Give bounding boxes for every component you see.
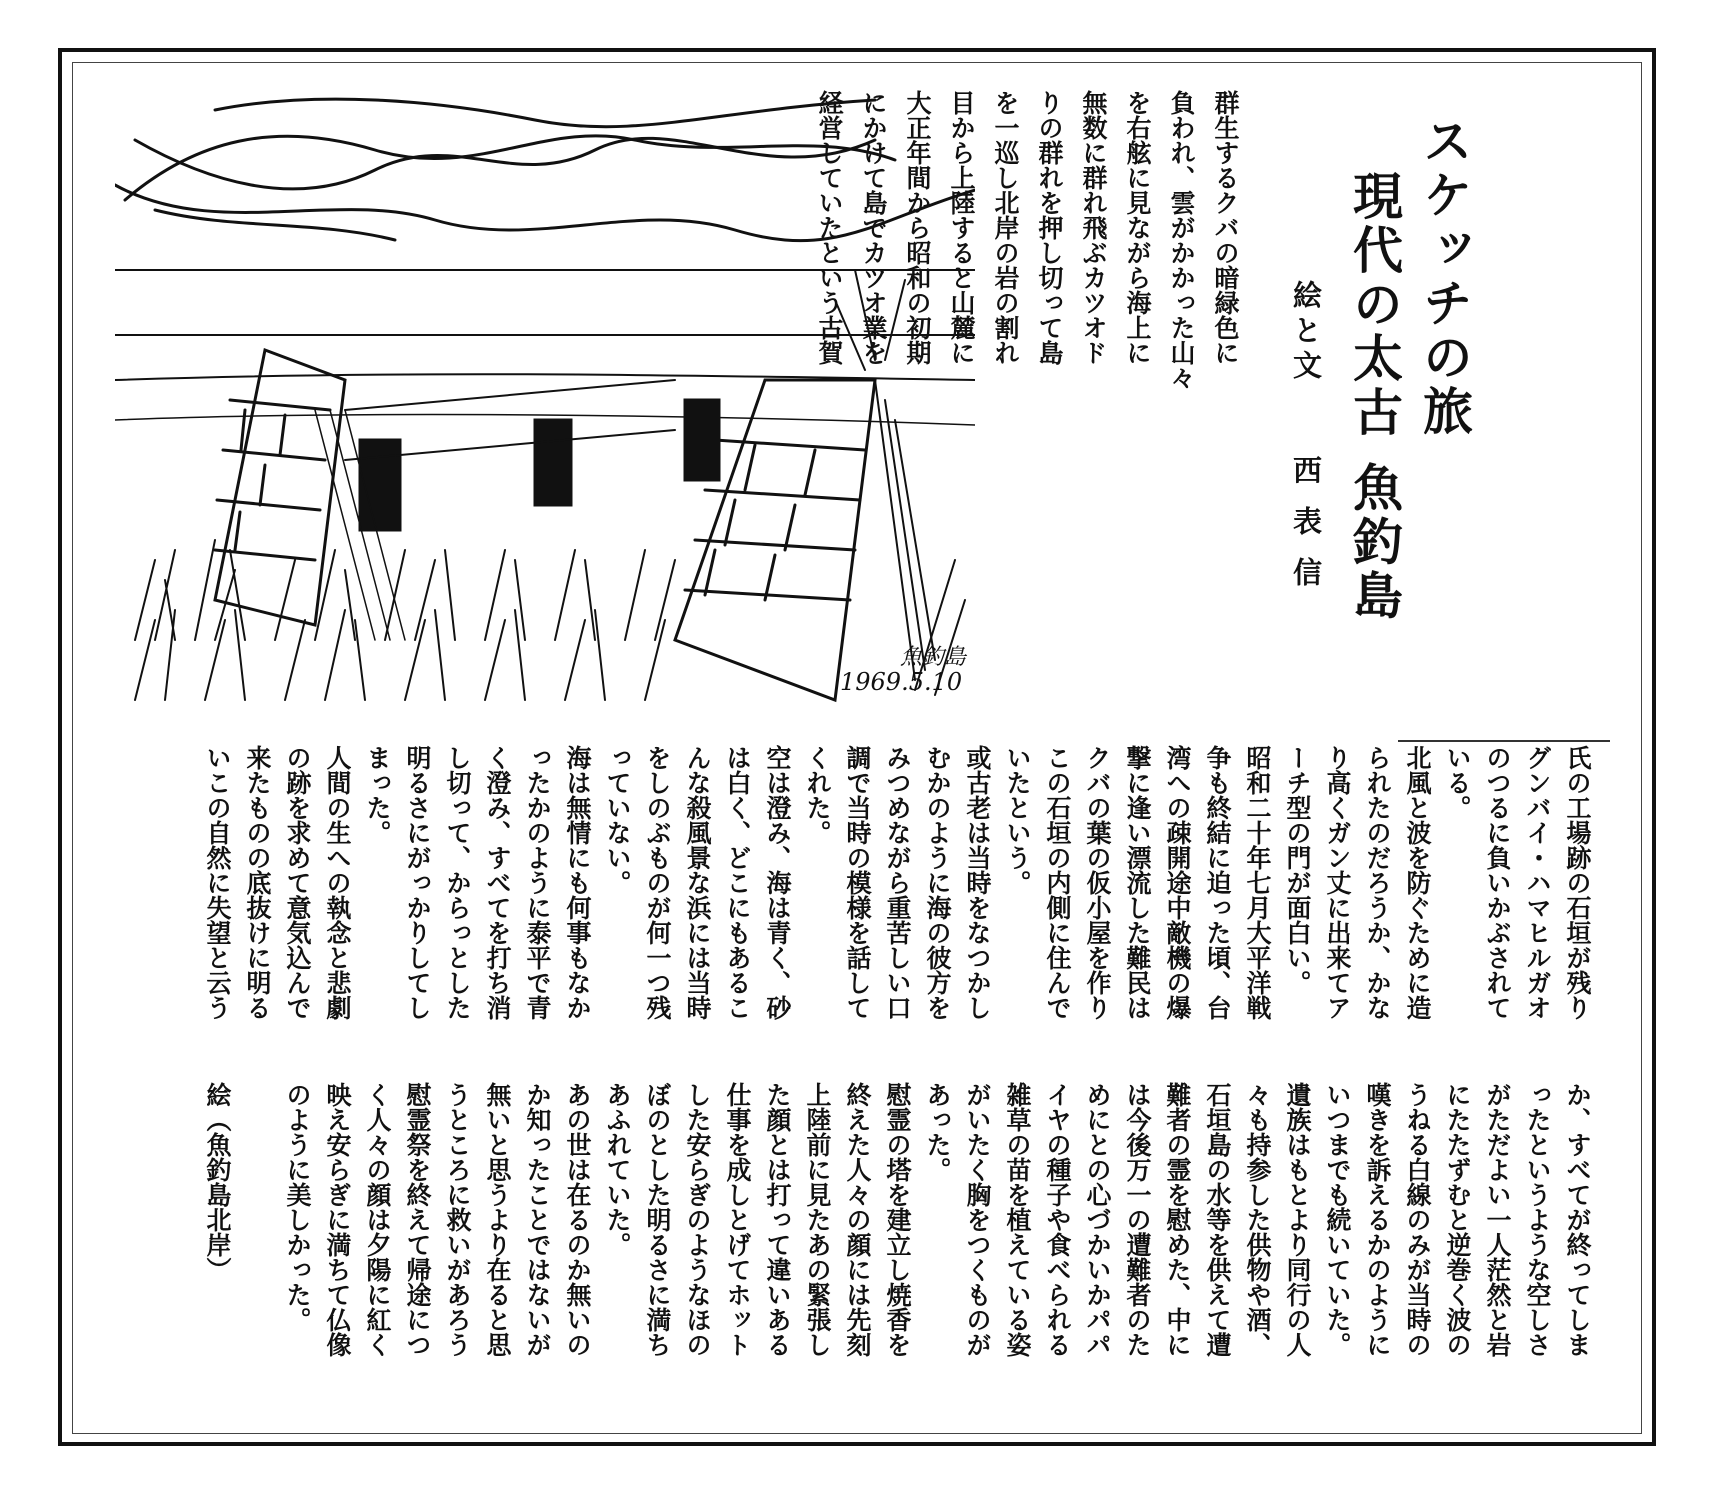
sketch-signature-name: 魚釣島 bbox=[900, 645, 967, 670]
text-column: 絵（魚釣島北岸） bbox=[203, 1082, 232, 1282]
text-column: うところに救いがあろう bbox=[443, 1082, 472, 1357]
text-column: た顔とは打って違いある bbox=[763, 1082, 792, 1357]
text-column: く人々の顔は夕陽に紅く bbox=[363, 1082, 392, 1357]
text-column: く澄み、すべてを打ち消 bbox=[483, 745, 512, 1020]
text-column: 々も持参した供物や酒、 bbox=[1243, 1082, 1272, 1357]
text-column: 明るさにがっかりしてし bbox=[403, 745, 432, 1020]
text-column: 湾への疎開途中敵機の爆 bbox=[1163, 745, 1192, 1020]
text-column: は白く、どこにもあるこ bbox=[723, 745, 752, 1020]
text-column: した安らぎのようなほの bbox=[683, 1082, 712, 1357]
text-column: をしのぶものが何一つ残 bbox=[643, 745, 672, 1020]
text-column: ぼのとした明るさに満ち bbox=[643, 1082, 672, 1357]
text-column: めにとの心づかいかパパ bbox=[1083, 1082, 1112, 1357]
text-column: あふれていた。 bbox=[603, 1082, 632, 1257]
text-column: 難者の霊を慰めた、中に bbox=[1163, 1082, 1192, 1357]
text-column: 北風と波を防ぐために造 bbox=[1403, 745, 1432, 1020]
text-column: りの群れを押し切って島 bbox=[1035, 90, 1064, 365]
text-column: ーチ型の門が面白い。 bbox=[1283, 745, 1312, 995]
text-column: うねる白線のみが当時の bbox=[1403, 1082, 1432, 1357]
text-column: がただよい一人茫然と岩 bbox=[1483, 1082, 1512, 1357]
text-column: 海は無情にも何事もなか bbox=[563, 745, 592, 1020]
text-column: ったというような空しさ bbox=[1523, 1082, 1552, 1357]
text-column: か知ったことではないが bbox=[523, 1082, 552, 1357]
series-title: スケッチの旅 bbox=[1415, 115, 1473, 439]
text-column: 雑草の苗を植えている姿 bbox=[1003, 1082, 1032, 1357]
text-column: 目から上陸すると山麓に bbox=[947, 90, 976, 365]
text-column: みつめながら重苦しい口 bbox=[883, 745, 912, 1020]
text-column: クバの葉の仮小屋を作り bbox=[1083, 745, 1112, 1020]
text-column: 経営していたという古賀 bbox=[815, 90, 844, 365]
text-column: 撃に逢い漂流した難民は bbox=[1123, 745, 1152, 1020]
text-column: 争も終結に迫った頃、台 bbox=[1203, 745, 1232, 1020]
text-column: のつるに負いかぶされて bbox=[1483, 745, 1512, 1020]
text-column: のように美しかった。 bbox=[283, 1082, 312, 1332]
text-column: っていない。 bbox=[603, 745, 632, 895]
text-column: 負われ、雲がかかった山々 bbox=[1167, 90, 1196, 390]
text-column: り高くガン丈に出来てア bbox=[1323, 745, 1352, 1020]
text-column: し切って、からっとした bbox=[443, 745, 472, 1020]
text-column: いこの自然に失望と云う bbox=[203, 745, 232, 1020]
text-column: 来たものの底抜けに明る bbox=[243, 745, 272, 1020]
sketch-date: 1969.5.10 bbox=[840, 668, 963, 696]
text-column: 石垣島の水等を供えて遭 bbox=[1203, 1082, 1232, 1357]
text-column: 或古老は当時をなつかし bbox=[963, 745, 992, 1020]
text-column: ったかのように泰平で青 bbox=[523, 745, 552, 1020]
text-column: んな殺風景な浜には当時 bbox=[683, 745, 712, 1020]
text-column: がいたく胸をつくものが bbox=[963, 1082, 992, 1357]
text-column: 遺族はもとより同行の人 bbox=[1283, 1082, 1312, 1357]
text-column: いつまでも続いていた。 bbox=[1323, 1082, 1352, 1357]
text-column: イヤの種子や食べられる bbox=[1043, 1082, 1072, 1357]
text-column: あった。 bbox=[923, 1082, 952, 1182]
text-column: られたのだろうか、かな bbox=[1363, 745, 1392, 1020]
text-column: 群生するクバの暗緑色に bbox=[1211, 90, 1240, 365]
text-column: 仕事を成しとげてホット bbox=[723, 1082, 752, 1357]
author-name: 西 表 信 bbox=[1289, 455, 1323, 593]
sketch-illustration bbox=[115, 80, 975, 740]
text-column: くれた。 bbox=[803, 745, 832, 845]
byline-label: 絵と文 bbox=[1289, 280, 1323, 385]
text-column: 慰霊の塔を建立し焼香を bbox=[883, 1082, 912, 1357]
text-column: 大正年間から昭和の初期 bbox=[903, 90, 932, 365]
text-column: 終えた人々の顔には先刻 bbox=[843, 1082, 872, 1357]
text-column: いたという。 bbox=[1003, 745, 1032, 895]
text-column: を一巡し北岸の岩の割れ bbox=[991, 90, 1020, 365]
text-column: グンバイ・ハマヒルガオ bbox=[1523, 745, 1552, 1020]
text-column: にたたずむと逆巻く波の bbox=[1443, 1082, 1472, 1357]
text-column: まった。 bbox=[363, 745, 392, 845]
text-column: いる。 bbox=[1443, 745, 1472, 820]
text-column: にかけて島でカツオ業を bbox=[859, 90, 888, 365]
text-column: 氏の工場跡の石垣が残り bbox=[1563, 745, 1592, 1020]
text-column: 無いと思うより在ると思 bbox=[483, 1082, 512, 1357]
text-column: 無数に群れ飛ぶカツオド bbox=[1079, 90, 1108, 365]
text-column: 慰霊祭を終えて帰途につ bbox=[403, 1082, 432, 1357]
text-column: 映え安らぎに満ちて仏像 bbox=[323, 1082, 352, 1357]
text-column: あの世は在るのか無いの bbox=[563, 1082, 592, 1357]
text-column: の跡を求めて意気込んで bbox=[283, 745, 312, 1020]
section-divider bbox=[1398, 740, 1610, 742]
text-column: 昭和二十年七月大平洋戦 bbox=[1243, 745, 1272, 1020]
text-column: を右舷に見ながら海上に bbox=[1123, 90, 1152, 365]
sketch-signature bbox=[900, 640, 966, 671]
text-column: むかのように海の彼方を bbox=[923, 745, 952, 1020]
text-column: 上陸前に見たあの緊張し bbox=[803, 1082, 832, 1357]
text-column: この石垣の内側に住んで bbox=[1043, 745, 1072, 1020]
byline bbox=[1286, 280, 1327, 592]
text-column: 空は澄み、海は青く、砂 bbox=[763, 745, 792, 1020]
text-column: 人間の生への執念と悲劇 bbox=[323, 745, 352, 1020]
main-title: 現代の太古 魚釣島 bbox=[1345, 170, 1403, 624]
text-column: 嘆きを訴えるかのように bbox=[1363, 1082, 1392, 1357]
text-column: 調で当時の模様を話して bbox=[843, 745, 872, 1020]
text-column: か、すべてが終ってしま bbox=[1563, 1082, 1592, 1357]
text-column: は今後万一の遭難者のた bbox=[1123, 1082, 1152, 1357]
